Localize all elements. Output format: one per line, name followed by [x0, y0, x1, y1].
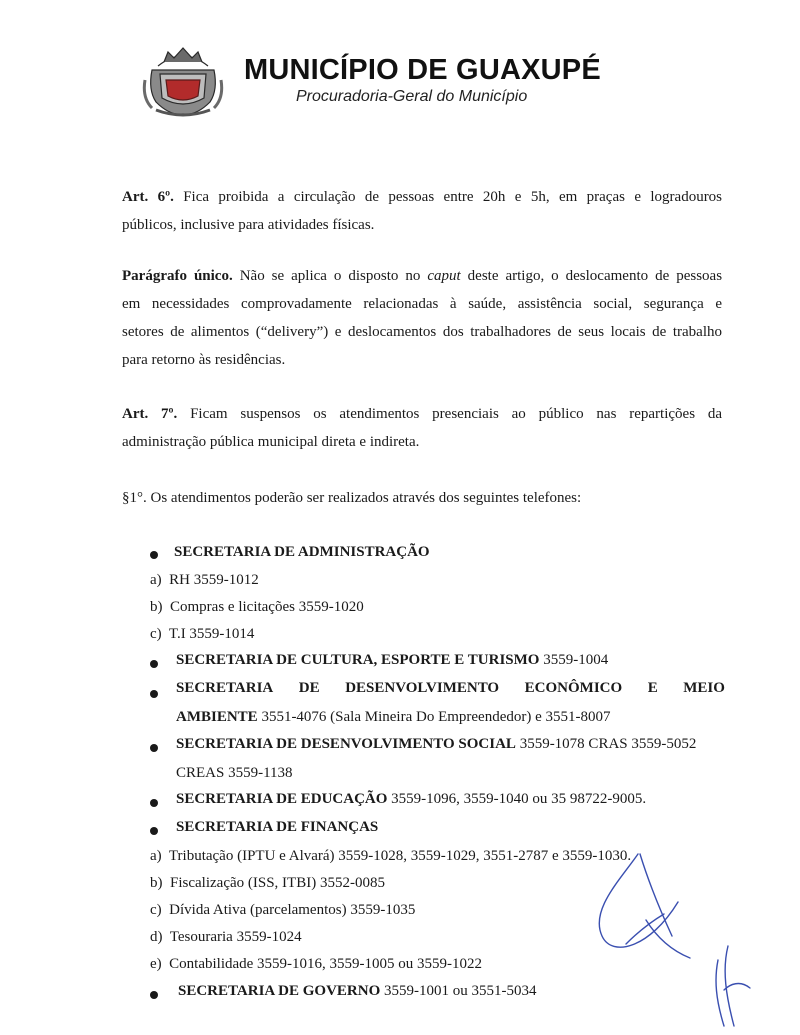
- list-item-adm-b: [150, 597, 364, 617]
- article-7-label: Art. 7º.: [122, 406, 178, 422]
- bullet: [150, 690, 158, 698]
- word: SECRETARIA: [176, 680, 274, 696]
- list-marker: a): [150, 848, 162, 864]
- bullet: [150, 551, 158, 559]
- list-item-fin-a: [150, 846, 631, 866]
- paragrafo-label: Parágrafo único.: [122, 268, 233, 284]
- secretaria-social-phone: 3559-1078 CRAS 3559-5052: [519, 736, 697, 752]
- secretaria-social-title: SECRETARIA DE DESENVOLVIMENTO SOCIAL: [176, 736, 516, 752]
- secretaria-desenvolvimento-economico-phone: 3551-4076 (Sala Mineira Do Empreendedor) e 3551-8007: [261, 709, 611, 725]
- article-6-text-line1: Fica proibida a circulação de pessoas entre 20h e 5h, em praças e logradouros: [183, 189, 723, 205]
- paragrafo-unico: [122, 262, 722, 374]
- list-item-fin-c: [150, 900, 415, 920]
- list-marker: e): [150, 956, 162, 972]
- paragrafo-text-b: deste artigo, o deslocamento de pessoas: [467, 268, 723, 284]
- article-6: [122, 183, 722, 239]
- section-1: §1°. Os atendimentos poderão ser realizados através dos seguintes telefones:: [122, 490, 582, 506]
- list-item-text: RH 3559-1012: [169, 572, 259, 588]
- secretaria-social-creas: CREAS 3559-1138: [176, 765, 293, 781]
- secretaria-educacao-phone: 3559-1096, 3559-1040 ou 35 98722-9005.: [391, 791, 647, 807]
- list-item-adm-a: [150, 570, 259, 590]
- list-marker: c): [150, 626, 162, 642]
- paragrafo-text-a: Não se aplica o disposto no: [239, 268, 421, 284]
- paragrafo-caput: caput: [427, 268, 461, 284]
- bullet: [150, 827, 158, 835]
- secretaria-educacao-title: SECRETARIA DE EDUCAÇÃO: [176, 791, 388, 807]
- article-6-text-line2: públicos, inclusive para atividades físicas.: [122, 217, 375, 233]
- secretaria-cultura-phone: 3559-1004: [543, 652, 609, 668]
- secretaria-cultura-title: SECRETARIA DE CULTURA, ESPORTE E TURISMO: [176, 652, 540, 668]
- secretaria-desenvolvimento-social: [176, 734, 696, 754]
- bullet: [150, 744, 158, 752]
- list-item-text: T.I 3559-1014: [168, 626, 255, 642]
- paragrafo-line4: para retorno às residências.: [122, 352, 286, 368]
- signature-rubric-icon: [590, 840, 790, 1030]
- article-7-text-line2: administração pública municipal direta e indireta.: [122, 434, 420, 450]
- secretaria-governo-title: SECRETARIA DE GOVERNO: [178, 983, 381, 999]
- secretaria-desenvolvimento-economico-line2: [176, 707, 611, 727]
- list-item-fin-e: [150, 954, 482, 974]
- paragrafo-line2: em necessidades comprovadamente relacionadas à saúde, assistência social, segurança e: [122, 296, 722, 312]
- article-6-label: Art. 6º.: [122, 189, 174, 205]
- organization-name: MUNICÍPIO DE GUAXUPÉ: [244, 54, 601, 86]
- secretaria-governo-phone: 3559-1001 ou 3551-5034: [384, 983, 537, 999]
- list-item-text: Tesouraria 3559-1024: [169, 929, 302, 945]
- municipal-crest-icon: [142, 40, 224, 118]
- list-item-text: Tributação (IPTU e Alvará) 3559-1028, 3559-1029, 3551-2787 e 3559-1030.: [168, 848, 632, 864]
- list-marker: d): [150, 929, 163, 945]
- bullet: [150, 660, 158, 668]
- list-item-adm-c: [150, 624, 254, 644]
- article-7-text-line1: Ficam suspensos os atendimentos presenciais ao público nas repartições da: [190, 406, 723, 422]
- word: DE: [298, 680, 320, 696]
- word: MEIO: [683, 680, 725, 696]
- list-item-fin-b: [150, 873, 385, 893]
- list-item-text: Fiscalização (ISS, ITBI) 3552-0085: [170, 875, 385, 891]
- list-item-text: Compras e licitações 3559-1020: [170, 599, 364, 615]
- list-item-text: Contabilidade 3559-1016, 3559-1005 ou 3559-1022: [169, 956, 483, 972]
- word: E: [647, 680, 658, 696]
- secretaria-ambiente-title: AMBIENTE: [176, 709, 258, 725]
- article-7: [122, 400, 722, 456]
- list-item-text: Dívida Ativa (parcelamentos) 3559-1035: [169, 902, 416, 918]
- secretaria-cultura: [176, 650, 608, 670]
- list-marker: c): [150, 902, 162, 918]
- list-marker: b): [150, 875, 163, 891]
- word: ECONÔMICO: [524, 680, 623, 696]
- paragrafo-line3: setores de alimentos (“delivery”) e deslocamentos dos trabalhadores de seus locais de trabalho: [122, 324, 722, 340]
- list-item-fin-d: [150, 927, 302, 947]
- list-marker: b): [150, 599, 163, 615]
- secretaria-administracao: SECRETARIA DE ADMINISTRAÇÃO: [174, 544, 430, 560]
- organization-subtitle: Procuradoria-Geral do Município: [296, 88, 528, 105]
- list-marker: a): [150, 572, 162, 588]
- word: DESENVOLVIMENTO: [345, 680, 500, 696]
- secretaria-governo: [178, 981, 537, 1001]
- secretaria-desenvolvimento-economico-line1: [176, 678, 725, 698]
- secretaria-educacao: [176, 789, 646, 809]
- bullet: [150, 991, 158, 999]
- secretaria-financas: SECRETARIA DE FINANÇAS: [176, 819, 379, 835]
- bullet: [150, 799, 158, 807]
